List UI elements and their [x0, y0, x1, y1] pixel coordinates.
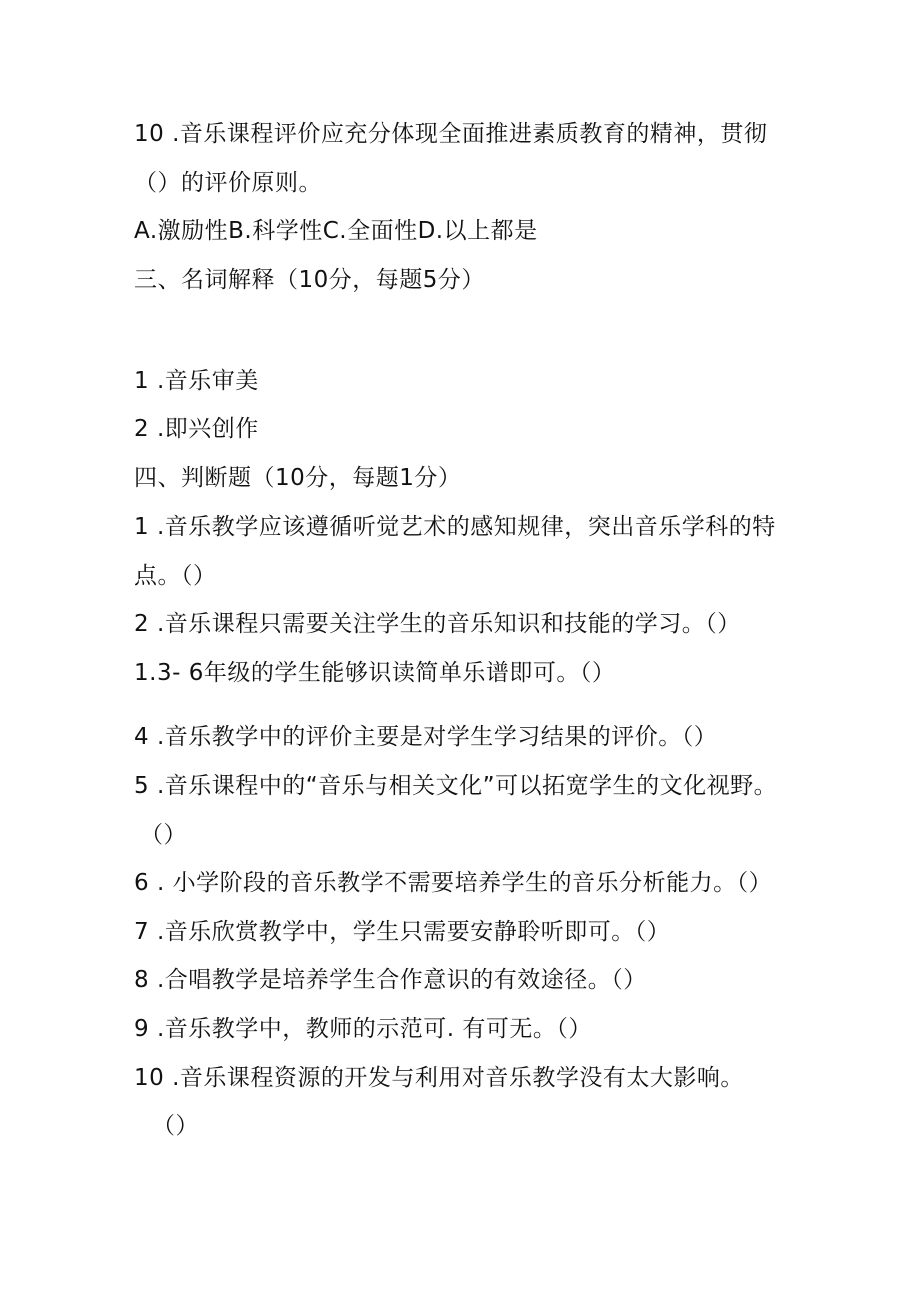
judge-item-1-line-2: 点。（）: [134, 563, 217, 589]
judge-item-9: 9 .音乐教学中，教师的示范可. 有可无。（）: [134, 1016, 592, 1042]
judge-item-4: 4 .音乐教学中的评价主要是对学生学习结果的评价。（）: [134, 724, 718, 750]
judge-item-10-line-2: （）: [152, 1113, 199, 1139]
judge-item-2: 2 .音乐课程只需要关注学生的音乐知识和技能的学习。（）: [134, 611, 741, 637]
question-10-line-2: （）的评价原则。: [134, 170, 322, 196]
judge-item-1-line-1: 1 .音乐教学应该遵循听觉艺术的感知规律，突出音乐学科的特: [134, 514, 776, 540]
judge-item-10-line-1: 10 .音乐课程资源的开发与利用对音乐教学没有太大影响。: [134, 1065, 744, 1091]
term-item-2: 2 .即兴创作: [134, 416, 259, 442]
judge-item-3: 1.3- 6年级的学生能够识读简单乐谱即可。（）: [134, 660, 616, 686]
term-item-1: 1 .音乐审美: [134, 368, 259, 394]
question-10-line-1: 10 .音乐课程评价应充分体现全面推进素质教育的精神，贯彻: [134, 121, 768, 147]
section-3-heading: 三、名词解释（10分，每题5分）: [134, 267, 485, 293]
judge-item-6: 6 . 小学阶段的音乐教学不需要培养学生的音乐分析能力。（）: [134, 870, 773, 896]
section-4-heading: 四、判断题（10分，每题1分）: [134, 465, 462, 491]
question-10-options: A.激励性B.科学性C.全面性D.以上都是: [134, 218, 538, 244]
judge-item-8: 8 .合唱教学是培养学生合作意识的有效途径。（）: [134, 967, 647, 993]
judge-item-5-line-2: （）: [140, 822, 187, 848]
judge-item-7: 7 .音乐欣赏教学中，学生只需要安静聆听即可。（）: [134, 919, 671, 945]
judge-item-5-line-1: 5 .音乐课程中的“音乐与相关文化”可以拓宽学生的文化视野。: [134, 773, 778, 799]
